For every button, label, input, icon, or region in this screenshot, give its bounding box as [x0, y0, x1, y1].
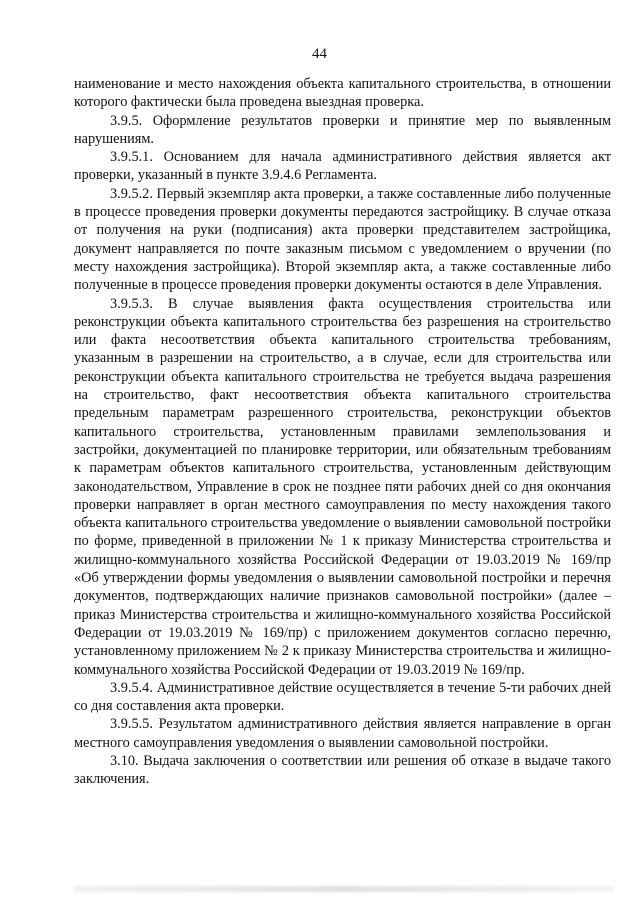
- paragraph-3-9-5-1: 3.9.5.1. Основанием для начала административного действия является акт проверки, указанный в пункте 3.9.4.6 Регламента.: [74, 149, 611, 184]
- paragraph-3-9-5-4: 3.9.5.4. Административное действие осуществляется в течение 5-ти рабочих дней со дня составления акта проверки.: [74, 679, 611, 715]
- paragraph-3-9-5: 3.9.5. Оформление результатов проверки и принятие мер по выявленным нарушениям.: [74, 112, 611, 147]
- page-number: 44: [312, 46, 327, 62]
- paragraph-3-9-5-2: 3.9.5.2. Первый экземпляр акта проверки, а также составленные либо полученные в процессе проведения проверки документы передаются застройщику. В случае отказа от получения на руки (подписания) акта проверки представителем застройщика, документ направляется по почте заказным письмом с уведомлением о вручении (по месту нахождения застройщика). Второй экземпляр акта, а также составленные либо полученные в процессе проведения проверки документы остаются в деле Управления.: [74, 185, 611, 294]
- paragraph-3-10: 3.10. Выдача заключения о соответствии или решения об отказе в выдаче такого заключения.: [74, 752, 611, 788]
- document-body: [74, 75, 611, 789]
- paragraph-3-9-5-5: 3.9.5.5. Результатом административного действия является направление в орган местного самоуправления уведомления о выявлении самовольной постройки.: [74, 716, 611, 751]
- scan-artifact: [74, 886, 614, 892]
- paragraph-continuation: наименование и место нахождения объекта капитального строительства, в отношении которого фактически была проведена выездная проверка.: [74, 76, 611, 111]
- paragraph-3-9-5-3: 3.9.5.3. В случае выявления факта осуществления строительства или реконструкции объекта капитального строительства без разрешения на строительство или факта несоответствия объекта капитального строительства требованиям, указанным в разрешении на строительство, а в случае, если для строительства или реконструкции объекта капитального строительства не требуется выдача разрешения на строительство, факт несоответствия объекта капитального строительства предельным параметрам разрешенного строительства, реконструкции объектов капитального строительства, установленным правилами землепользования и застройки, документацией по планировке территории, или обязательным требованиям к параметрам объектов капитального строительства, установленным действующим законодательством, Управление в срок не позднее пяти рабочих дней со дня окончания проверки направляет в орган местного самоуправления по месту нахождения такого объекта капитального строительства уведомление о выявлении самовольной постройки по форме, приведенной в приложении № 1 к приказу Министерства строительства и жилищно-коммунального хозяйства Российской Федерации от 19.03.2019 № 169/пр «Об утверждении формы уведомления о выявлении самовольной постройки и перечня документов, подтверждающих наличие признаков самовольной постройки» (далее – приказ Министерства строительства и жилищно-коммунального хозяйства Российской Федерации от 19.03.2019 № 169/пр) с приложением документов согласно перечню, установленному приложением № 2 к приказу Министерства строительства и жилищно-коммунального хозяйства Российской Федерации от 19.03.2019 № 169/пр.: [74, 295, 611, 678]
